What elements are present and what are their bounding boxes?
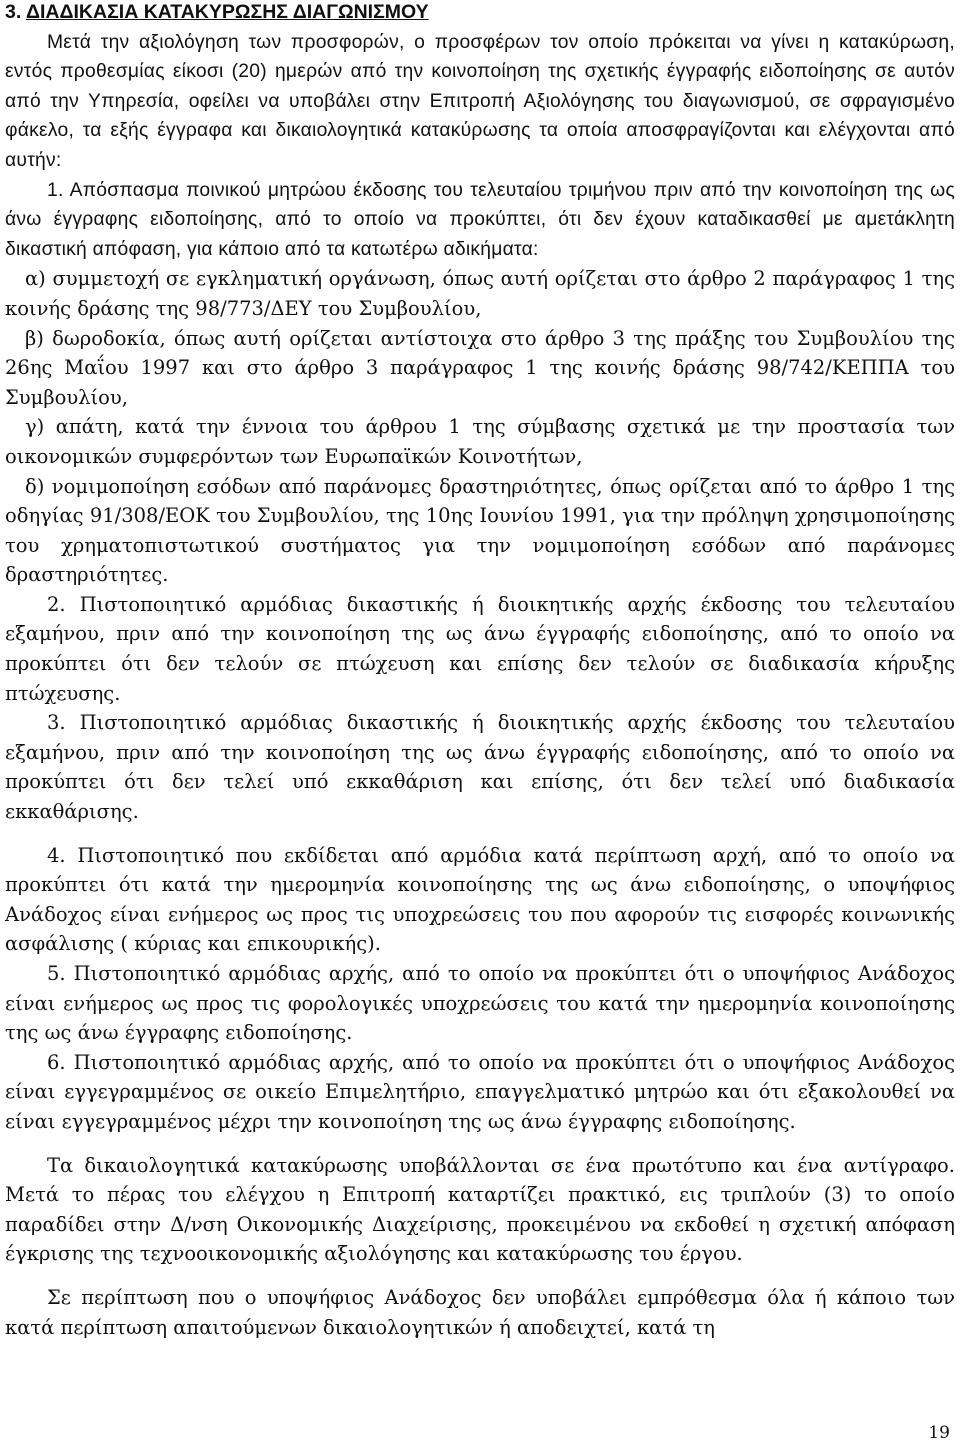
intro-paragraph: Μετά την αξιολόγηση των προσφορών, ο προσφέρων τον οποίο πρόκειται να γίνει η κατακύρωση, εντός προθεσμίας είκοσι (20) ημερών από την κοινοποίηση της σχετικής έγγραφής ειδοποίησης σε αυτόν από την Υπηρεσία, οφείλει να υποβάλει στην Επιτροπή Αξιολόγησης του διαγωνισμού, σε σφραγισμένο φάκελο, τα εξής έγγραφα και δικαιολογητικά κατακύρωσης τα οποία αποσφραγίζονται και ελέγχονται από αυτήν: [5, 31, 955, 171]
closing-paragraph-1: Τα δικαιολογητικά κατακύρωσης υποβάλλονται σε ένα πρωτότυπο και ένα αντίγραφο. Μετά το πέρας του ελέγχου η Επιτροπή καταρτίζει πρακτικό, εις τριπλούν (3) το οποίο παραδίδει στην Δ/νση Οικονομικής Διαχείρισης, προκειμένου να εκδοθεί η σχετική απόφαση έγκρισης της τεχνοοικονομικής αξιολόγησης και κατακύρωσης του έργου. [5, 1153, 955, 1266]
document-page [5, 0, 955, 1342]
list-item-1a: α) συμμετοχή σε εγκληματική οργάνωση, όπως αυτή ορίζεται στο άρθρο 2 παράγραφος 1 της κοινής δράσης της 98/773/ΔΕΥ του Συμβουλίου, [5, 267, 955, 320]
section-heading [5, 0, 955, 28]
list-item-1: 1. Απόσπασμα ποινικού μητρώου έκδοσης του τελευταίου τριμήνου πριν από την κοινοποίηση της ως άνω έγγραφης ειδοποίησης, από το οποίο να προκύπτει, ότι δεν έχουν καταδικασθεί με αμετάκλητη δικαστική απόφαση, για κάποιο από τα κατωτέρω αδικήματα: [5, 179, 955, 260]
list-item-1c: γ) απάτη, κατά την έννοια του άρθρου 1 της σύμβασης σχετικά με την προστασία των οικονομικών συμφερόντων των Ευρωπαϊκών Κοινοτήτων, [5, 415, 955, 468]
list-item-1b: β) δωροδοκία, όπως αυτή ορίζεται αντίστοιχα στο άρθρο 3 της πράξης του Συμβουλίου της 26ης Μαΐου 1997 και στο άρθρο 3 παράγραφος 1 της κοινής δράσης 98/742/ΚΕΠΠΑ του Συμβουλίου, [5, 326, 955, 409]
list-item-2: 2. Πιστοποιητικό αρμόδιας δικαστικής ή διοικητικής αρχής έκδοσης του τελευταίου εξαμήνου, πριν από την κοινοποίηση της ως άνω έγγραφής ειδοποίησης, από το οποίο να προκύπτει ότι δεν τελούν σε πτώχευση και επίσης δεν τελούν σε διαδικασία κήρυξης πτώχευσης. [5, 592, 955, 705]
list-item-5: 5. Πιστοποιητικό αρμόδιας αρχής, από το οποίο να προκύπτει ότι ο υποψήφιος Ανάδοχος είναι ενήμερος ως προς τις φορολογικές υποχρεώσεις του κατά την ημερομηνία κοινοποίησης της ως άνω έγγραφης ειδοποίησης. [5, 962, 955, 1045]
closing-paragraph-2: Σε περίπτωση που ο υποψήφιος Ανάδοχος δεν υποβάλει εμπρόθεσμα όλα ή κάποιο των κατά περίπτωση απαιτούμενων δικαιολογητικών ή αποδειχτεί, κατά τη [5, 1285, 955, 1339]
section-title: ΔΙΑΔΙΚΑΣΙΑ ΚΑΤΑΚΥΡΩΣΗΣ ΔΙΑΓΩΝΙΣΜΟΥ [25, 1, 429, 23]
list-item-1d: δ) νομιμοποίηση εσόδων από παράνομες δραστηριότητες, όπως ορίζεται από το άρθρο 1 της οδηγίας 91/308/ΕΟΚ του Συμβουλίου, της 10ης Ιουνίου 1991, για την πρόληψη χρησιμοποίησης του χρηματοπιστωτικού συστήματος για την νομιμοποίηση εσόδων από παράνομες δραστηριότητες. [5, 474, 955, 587]
section-number: 3. [5, 1, 22, 23]
list-item-6: 6. Πιστοποιητικό αρμόδιας αρχής, από το οποίο να προκύπτει ότι ο υποψήφιος Ανάδοχος είναι εγγεγραμμένος σε οικείο Επιμελητήριο, επαγγελματικό μητρώο και ότι εξακολουθεί να είναι εγγεγραμμένος μέχρι την κοινοποίηση της ως άνω έγγραφης ειδοποίησης. [5, 1050, 955, 1133]
list-item-4: 4. Πιστοποιητικό που εκδίδεται από αρμόδια κατά περίπτωση αρχή, από το οποίο να προκύπτει ότι κατά την ημερομηνία κοινοποίησης της ως άνω ειδοποίησης, ο υποψήφιος Ανάδοχος είναι ενήμερος ως προς τις υποχρεώσεις του που αφορούν τις εισφορές κοινωνικής ασφάλισης ( κύριας και επικουρικής). [5, 843, 955, 956]
page-number: 19 [928, 1423, 950, 1444]
list-item-3: 3. Πιστοποιητικό αρμόδιας δικαστικής ή διοικητικής αρχής έκδοσης του τελευταίου εξαμήνου, πριν από την κοινοποίηση της ως άνω έγγραφής ειδοποίησης, από το οποίο να προκύπτει ότι δεν τελεί υπό εκκαθάριση και επίσης, ότι δεν τελεί υπό διαδικασία εκκαθάρισης. [5, 711, 955, 824]
